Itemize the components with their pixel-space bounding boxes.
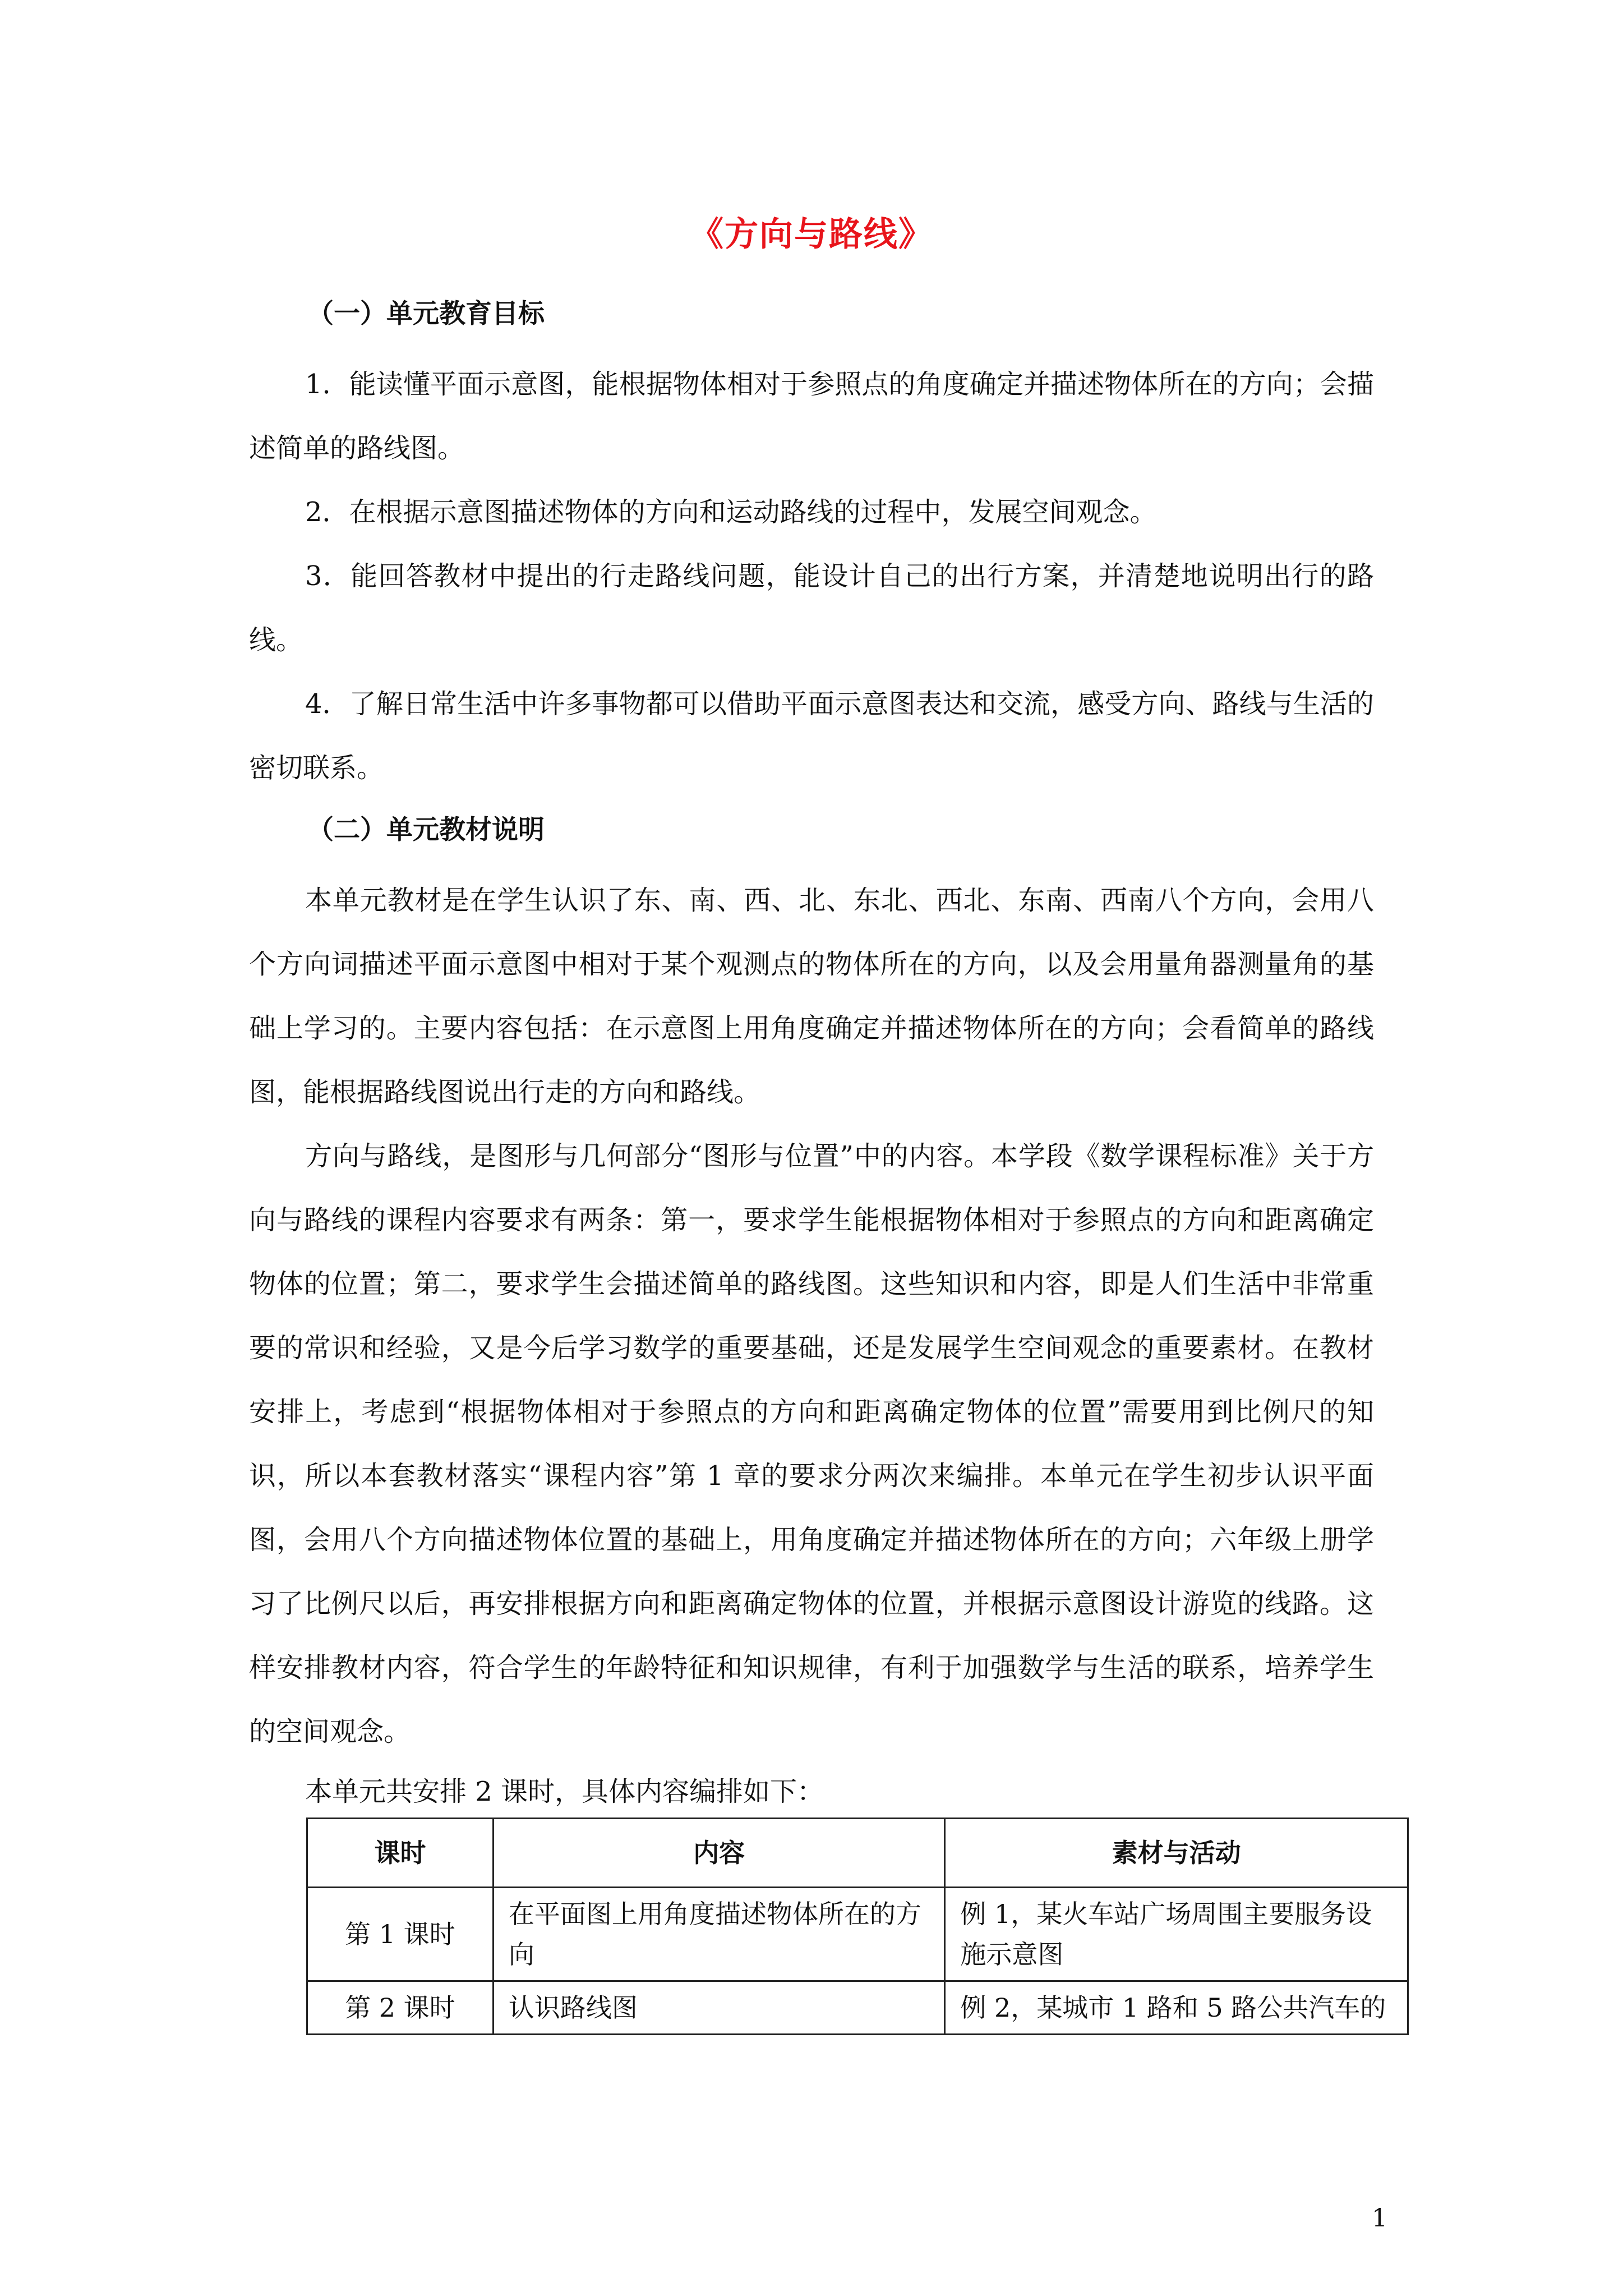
header-materials: 素材与活动 xyxy=(945,1819,1408,1888)
document-body xyxy=(249,292,1374,1820)
cell-lesson: 第 1 课时 xyxy=(307,1888,494,1981)
page-number: 1 xyxy=(1372,2204,1387,2233)
goal-item-1: 1．能读懂平面示意图，能根据物体相对于参照点的角度确定并描述物体所在的方向；会描述简单的路线图。 xyxy=(249,369,1374,464)
lesson-schedule-table xyxy=(306,1818,1409,2035)
section-heading-materials: （二）单元教材说明 xyxy=(307,815,545,845)
cell-lesson: 第 2 课时 xyxy=(307,1981,494,2035)
cell-content: 在平面图上用角度描述物体所在的方向 xyxy=(493,1888,944,1981)
document-title: 《方向与路线》 xyxy=(690,215,933,254)
cell-materials: 例 1，某火车站广场周围主要服务设施示意图 xyxy=(945,1888,1408,1981)
materials-paragraph-1: 本单元教材是在学生认识了东、南、西、北、东北、西北、东南、西南八个方向，会用八个方向词描述平面示意图中相对于某个观测点的物体所在的方向，以及会用量角器测量角的基础上学习的。主要内容包括：在示意图上用角度确定并描述物体所在的方向；会看简单的路线图，能根据路线图说出行走的方向和路线。 xyxy=(249,885,1374,1108)
header-content: 内容 xyxy=(493,1819,944,1888)
goal-item-4: 4．了解日常生活中许多事物都可以借助平面示意图表达和交流，感受方向、路线与生活的密切联系。 xyxy=(249,688,1374,784)
cell-content: 认识路线图 xyxy=(493,1981,944,2035)
table-header-row xyxy=(307,1819,1408,1888)
table-intro: 本单元共安排 2 课时，具体内容编排如下： xyxy=(305,1776,824,1807)
table-row xyxy=(307,1888,1408,1981)
goal-item-2: 2．在根据示意图描述物体的方向和运动路线的过程中，发展空间观念。 xyxy=(305,496,1157,528)
goal-item-3: 3．能回答教材中提出的行走路线问题，能设计自己的出行方案，并清楚地说明出行的路线。 xyxy=(249,560,1374,656)
table-row xyxy=(307,1981,1408,2035)
cell-materials: 例 2，某城市 1 路和 5 路公共汽车的 xyxy=(945,1981,1408,2035)
header-lesson: 课时 xyxy=(307,1819,494,1888)
materials-paragraph-2: 方向与路线，是图形与几何部分“图形与位置”中的内容。本学段《数学课程标准》关于方向与路线的课程内容要求有两条：第一，要求学生能根据物体相对于参照点的方向和距离确定物体的位置；第二，要求学生会描述简单的路线图。这些知识和内容，即是人们生活中非常重要的常识和经验，又是今后学习数学的重要基础，还是发展学生空间观念的重要素材。在教材安排上，考虑到“根据物体相对于参照点的方向和距离确定物体的位置”需要用到比例尺的知识，所以本套教材落实“课程内容”第 1 章的要求分两次来编排。本单元在学生初步认识平面图，会用八个方向描述物体位置的基础上，用角度确定并描述物体所在的方向；六年级上册学习了比例尺以后，再安排根据方向和距离确定物体的位置，并根据示意图设计游览的线路。这样安排教材内容，符合学生的年龄特征和知识规律，有利于加强数学与生活的联系，培养学生的空间观念。 xyxy=(249,1140,1374,1747)
section-heading-goals: （一）单元教育目标 xyxy=(307,298,545,329)
